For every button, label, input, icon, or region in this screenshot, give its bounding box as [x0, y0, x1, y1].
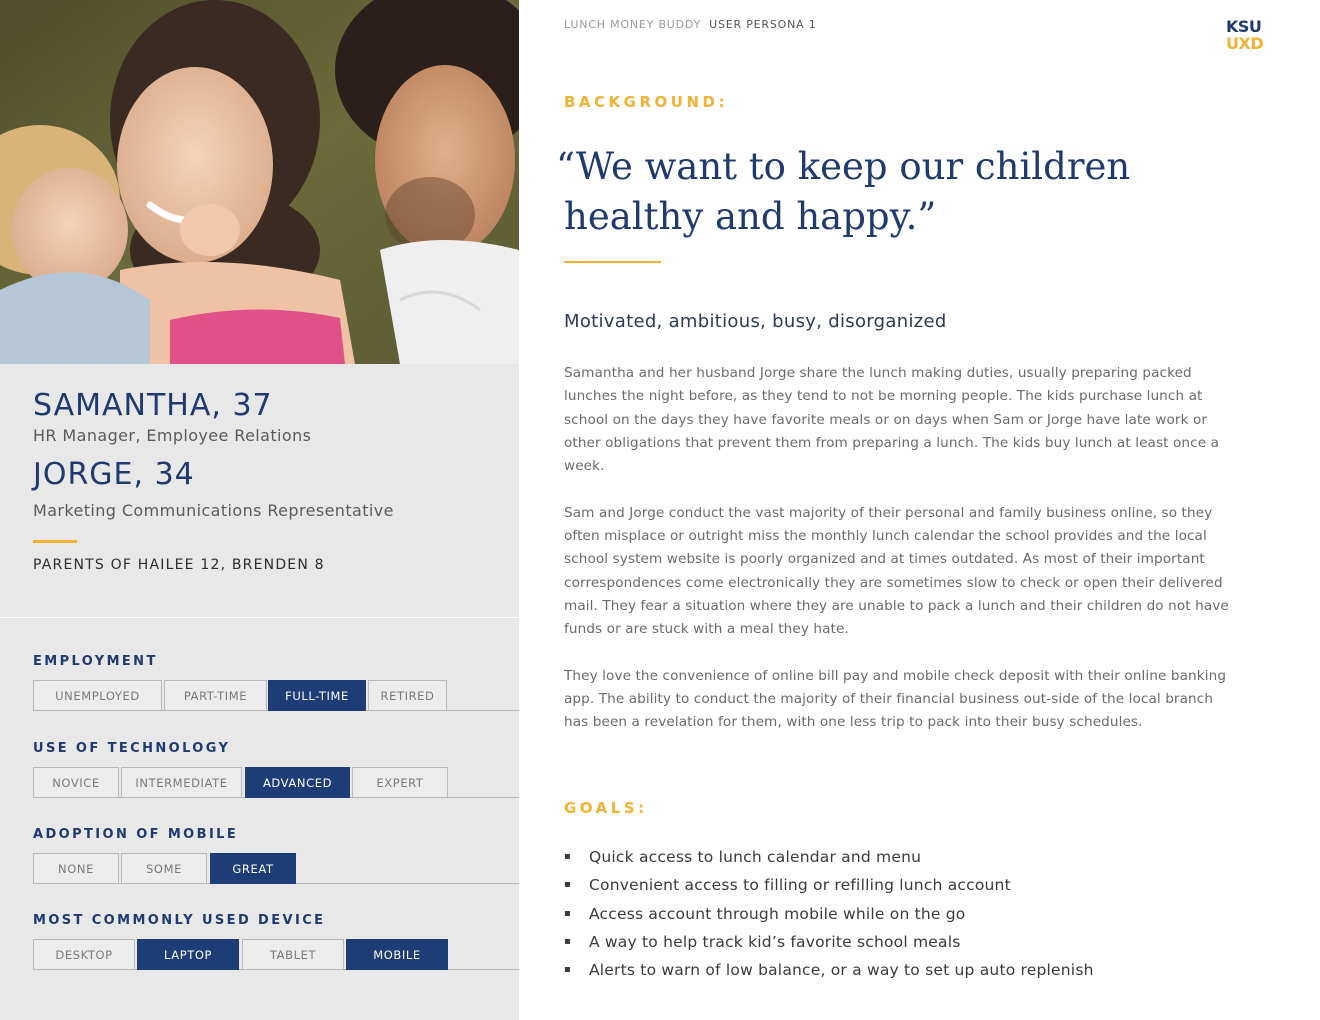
option-laptop: LAPTOP [137, 939, 239, 970]
persona-name-1: SAMANTHA, 37 [33, 388, 273, 423]
quote-line-1: “We want to keep our children [556, 145, 1131, 188]
option-desktop: DESKTOP [33, 939, 135, 970]
goal-text: A way to help track kid’s favorite school meals [589, 932, 961, 951]
device-label: MOST COMMONLY USED DEVICE [33, 913, 326, 928]
persona-traits: Motivated, ambitious, busy, disorganized [564, 311, 947, 332]
persona-name-2: JORGE, 34 [33, 457, 195, 492]
persona-names [33, 388, 503, 573]
breadcrumb-project: LUNCH MONEY BUDDY [564, 18, 702, 31]
mobile-scale [33, 827, 519, 886]
background-heading: BACKGROUND: [564, 93, 728, 111]
option-expert: EXPERT [352, 767, 448, 798]
persona-parents: PARENTS OF HAILEE 12, BRENDEN 8 [33, 557, 325, 573]
persona-panel [0, 0, 519, 1020]
section-divider [0, 617, 519, 618]
technology-options [33, 767, 519, 800]
goal-item [564, 956, 1094, 984]
goal-text: Quick access to lunch calendar and menu [589, 848, 922, 866]
breadcrumb [564, 18, 817, 31]
goal-text: Access account through mobile while on the go [589, 904, 966, 923]
option-intermediate: INTERMEDIATE [121, 767, 242, 798]
breadcrumb-page: USER PERSONA 1 [709, 18, 817, 31]
option-tablet: TABLET [242, 939, 344, 970]
bullet-icon: ▪ [564, 879, 571, 891]
logo-line-1: KSU [1226, 17, 1262, 36]
bullet-icon: ▪ [564, 907, 571, 919]
goal-item [564, 928, 1094, 956]
technology-scale [33, 741, 519, 800]
goals-list [564, 843, 1094, 984]
quote-accent-divider [564, 261, 661, 263]
ksu-uxd-logo [1226, 18, 1266, 52]
goal-text: Convenient access to filling or refilling lunch account [589, 876, 1011, 895]
family-photo [0, 0, 519, 364]
option-advanced: ADVANCED [245, 767, 350, 798]
option-some: SOME [121, 853, 207, 884]
option-retired: RETIRED [368, 680, 447, 711]
persona-quote [556, 142, 1176, 242]
option-great: GREAT [210, 853, 296, 884]
quote-line-2: healthy and happy.” [564, 195, 937, 238]
mobile-options [33, 853, 519, 886]
option-mobile: MOBILE [346, 939, 448, 970]
device-options [33, 939, 519, 972]
persona-role-2: Marketing Communications Representative [33, 501, 394, 520]
background-paragraph: They love the convenience of online bill pay and mobile check deposit with their online banking app. The ability to conduct the majority of their financial business out-side of the local branch has been a revelation for them, with one less trip to pack into their busy schedules. [564, 667, 1227, 731]
goals-heading: GOALS: [564, 799, 648, 817]
logo-line-2: UXD [1226, 34, 1264, 53]
bullet-icon: ▪ [564, 851, 571, 862]
bullet-icon: ▪ [564, 935, 571, 947]
option-unemployed: UNEMPLOYED [33, 680, 162, 711]
goal-item [564, 871, 1094, 899]
option-part-time: PART-TIME [164, 680, 267, 711]
bullet-icon: ▪ [564, 964, 571, 976]
employment-options [33, 680, 519, 713]
background-body [564, 362, 1230, 758]
employment-scale [33, 654, 519, 713]
background-paragraph: Sam and Jorge conduct the vast majority of their personal and family business online, so they often misplace or outright miss the monthly lunch calendar the school provides and the local school system website is poorly organized and at times outdated. As most of their important correspondences come electronically they are sometimes slow to check or open their delivered mail. They fear a situation where they are unable to pack a lunch and their children do not have funds or are stuck with a meal they hate. [564, 504, 1229, 638]
background-paragraph: Samantha and her husband Jorge share the lunch making duties, usually preparing packed lunches the night before, as they tend to not be morning people. The kids purchase lunch at school on the days they have favorite meals or on days when Sam or Jorge have late work or other obligations that prevent them from preparing a lunch. The kids buy lunch at least once a week. [564, 365, 1220, 475]
employment-label: EMPLOYMENT [33, 654, 158, 669]
goal-item [564, 843, 1094, 871]
technology-label: USE OF TECHNOLOGY [33, 741, 231, 756]
option-novice: NOVICE [33, 767, 119, 798]
device-scale [33, 913, 519, 972]
goal-item [564, 900, 1094, 928]
option-full-time: FULL-TIME [268, 680, 366, 711]
mobile-label: ADOPTION OF MOBILE [33, 827, 239, 842]
accent-divider [33, 540, 77, 543]
persona-role-1: HR Manager, Employee Relations [33, 426, 312, 445]
option-none: NONE [33, 853, 119, 884]
goal-text: Alerts to warn of low balance, or a way to set up auto replenish [589, 961, 1094, 980]
